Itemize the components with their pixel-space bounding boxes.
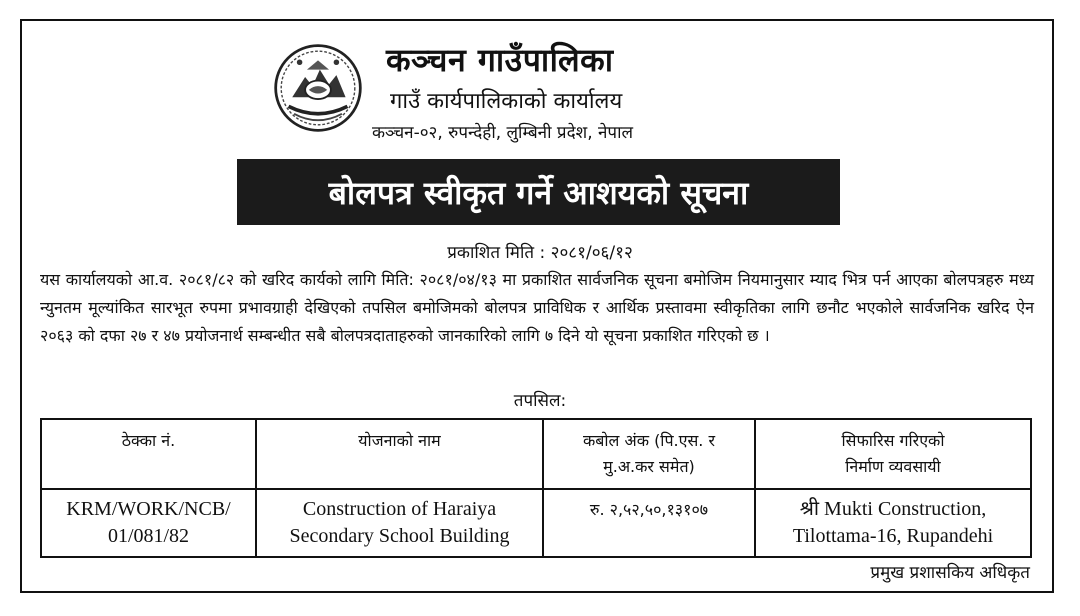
table-header-row	[41, 419, 1031, 489]
office-address: कञ्चन-०२, रुपन्देही, लुम्बिनी प्रदेश, नेपाल	[372, 123, 634, 143]
table-row	[41, 489, 1031, 557]
header-project-name: योजनाको नाम	[256, 419, 543, 489]
cell-bid-amount: रु. २,५२,५०,१३१०७	[543, 489, 755, 557]
header-recommended-contractor: सिफारिस गरिएको निर्माण व्यवसायी	[755, 419, 1031, 489]
header-bid-amount: कबोल अंक (पि.एस. र मु.अ.कर समेत)	[543, 419, 755, 489]
notice-title: बोलपत्र स्वीकृत गर्ने आशयको सूचना	[328, 173, 749, 212]
signatory-title: प्रमुख प्रशासकिय अधिकृत	[870, 563, 1030, 583]
nepal-government-emblem-icon	[272, 42, 364, 134]
office-name: गाउँ कार्यपालिकाको कार्यालय	[390, 89, 623, 114]
cell-recommended-contractor: श्री Mukti Construction, Tilottama-16, Rupandehi	[755, 489, 1031, 557]
tender-table	[40, 418, 1032, 558]
details-heading: तपसिल:	[513, 391, 567, 411]
cell-project-name: Construction of Haraiya Secondary School Building	[256, 489, 543, 557]
cell-contract-no: KRM/WORK/NCB/ 01/081/82	[41, 489, 256, 557]
notice-body: यस कार्यालयको आ.व. २०८१/८२ को खरिद कार्यको लागि मिति: २०८१/०४/१३ मा प्रकाशित सार्वजनिक सूचना बमोजिम नियमानुसार म्याद भित्र पर्न आएका बोलपत्रहरु मध्य न्युनतम मूल्यांकित सारभूत रुपमा प्रभावग्राही देखिएको तपसिल बमोजिमको बोलपत्र प्राविधिक र आर्थिक प्रस्तावमा स्वीकृतिका लागि छनौट भएकोले सार्वजनिक खरिद ऐन २०६३ को दफा २७ र ४७ प्रयोजनार्थ सम्बन्धीत सबै बोलपत्रदाताहरुको जानकारिको लागि ७ दिने यो सूचना प्रकाशित गरिएको छ ।	[40, 270, 1034, 345]
notice-title-banner	[237, 159, 840, 225]
published-date: प्रकाशित मिति : २०८१/०६/१२	[447, 243, 633, 263]
org-name: कञ्चन गाउँपालिका	[386, 41, 614, 79]
header-contract-no: ठेक्का नं.	[41, 419, 256, 489]
